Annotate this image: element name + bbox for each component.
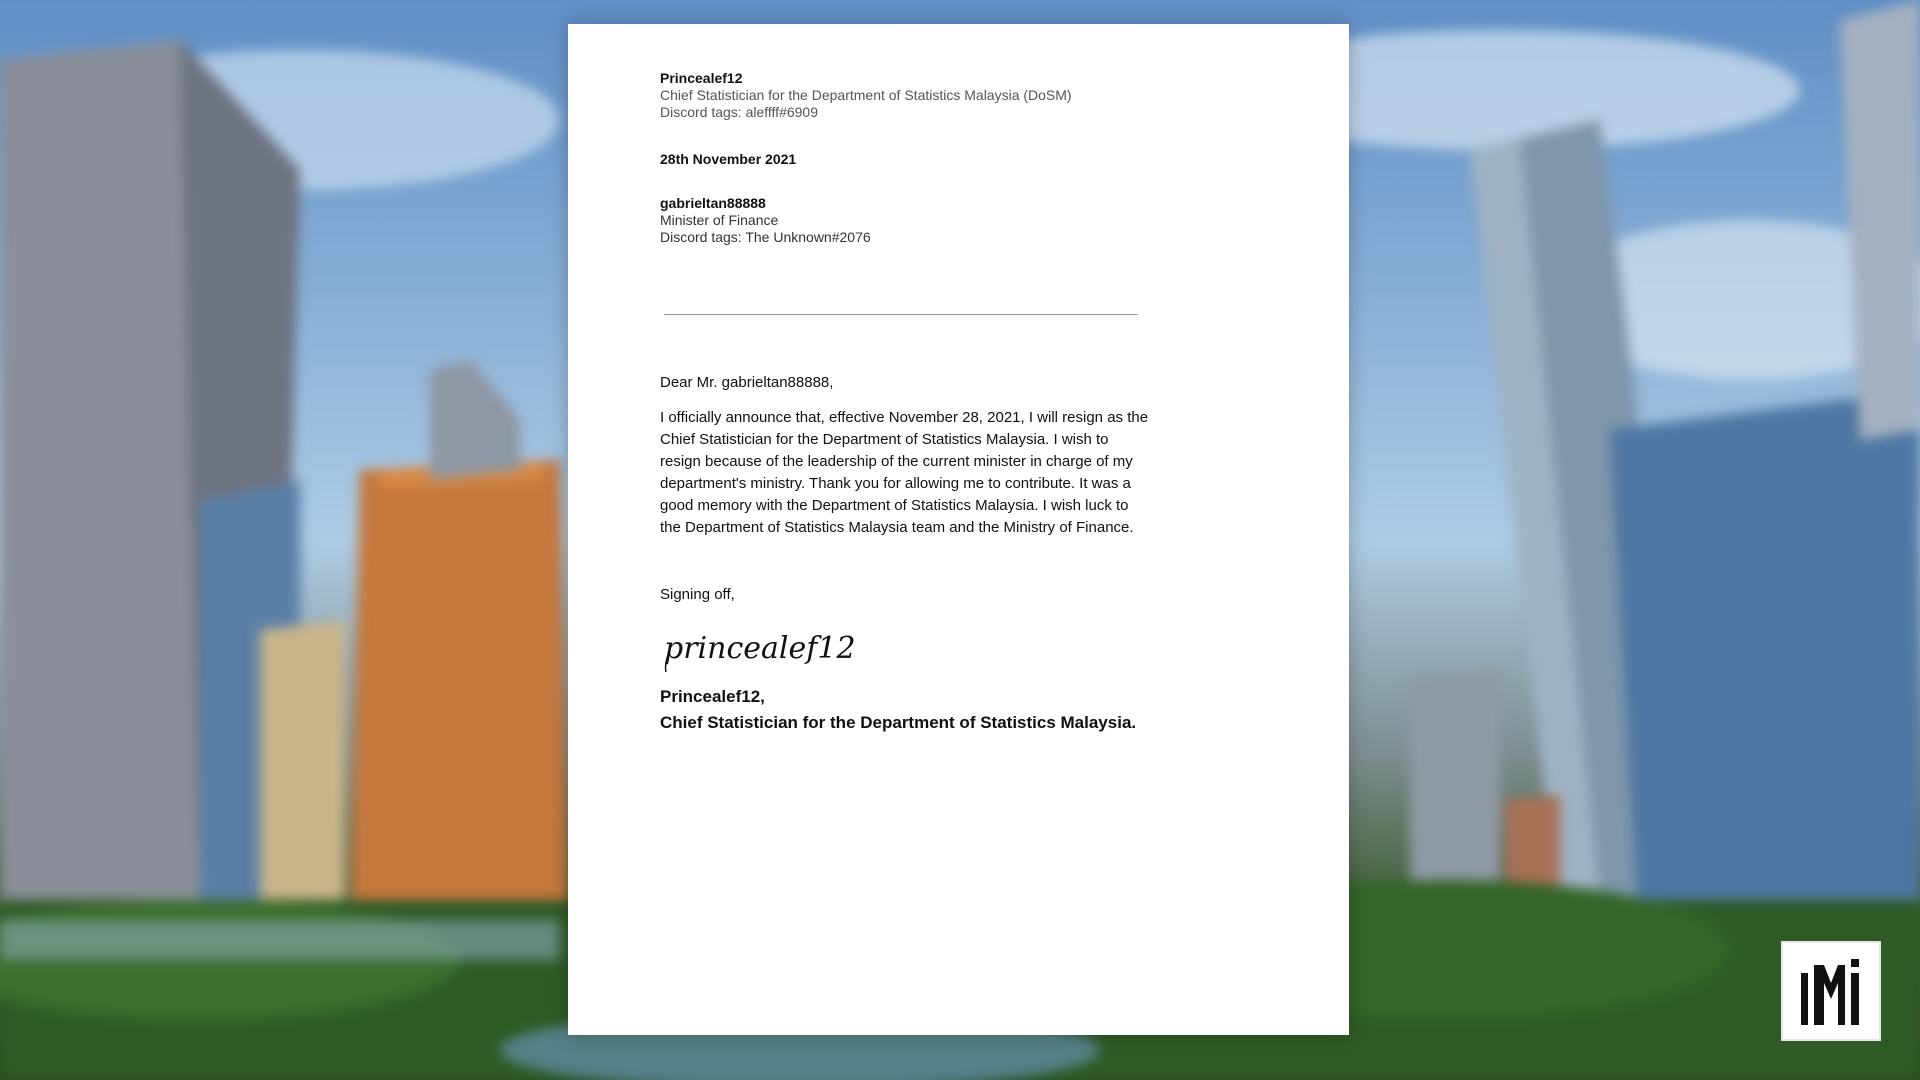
letter-page [568, 24, 1349, 1035]
closing-name: Princealef12, [660, 687, 765, 706]
recipient-discord: Discord tags: The Unknown#2076 [660, 229, 871, 245]
handwritten-signature [660, 620, 856, 680]
closing-block [660, 684, 1136, 736]
letter-body: I officially announce that, effective November 28, 2021, I will resign as the Chief Statistician for the Department of Statistics Malaysia. I wish to resign because of the leadership of the current minister in charge of my department's ministry. Thank you for allowing me to contribute. It was a good memory with the Department of Statistics Malaysia. I wish luck to the Department of Statistics Malaysia team and the Ministry of Finance. [660, 409, 1149, 536]
sender-name: Princealef12 [660, 70, 743, 86]
divider [664, 314, 1138, 315]
sender-title: Chief Statistician for the Department of Statistics Malaysia (DoSM) [660, 87, 1072, 103]
sender-discord: Discord tags: aleffff#6909 [660, 104, 818, 120]
letter-header [660, 70, 1160, 246]
organization-logo-icon [1781, 941, 1881, 1041]
closing-title: Chief Statistician for the Department of Statistics Malaysia. [660, 713, 1137, 732]
signature-text: princealef12 [664, 631, 856, 666]
logo-mark [1783, 943, 1879, 1039]
sign-off: Signing off, [660, 586, 735, 603]
letter-date: 28th November 2021 [660, 151, 797, 167]
recipient-name: gabrieltan88888 [660, 195, 766, 211]
salutation: Dear Mr. gabrieltan88888, [660, 374, 834, 391]
recipient-block [660, 195, 1160, 246]
recipient-title: Minister of Finance [660, 212, 779, 228]
